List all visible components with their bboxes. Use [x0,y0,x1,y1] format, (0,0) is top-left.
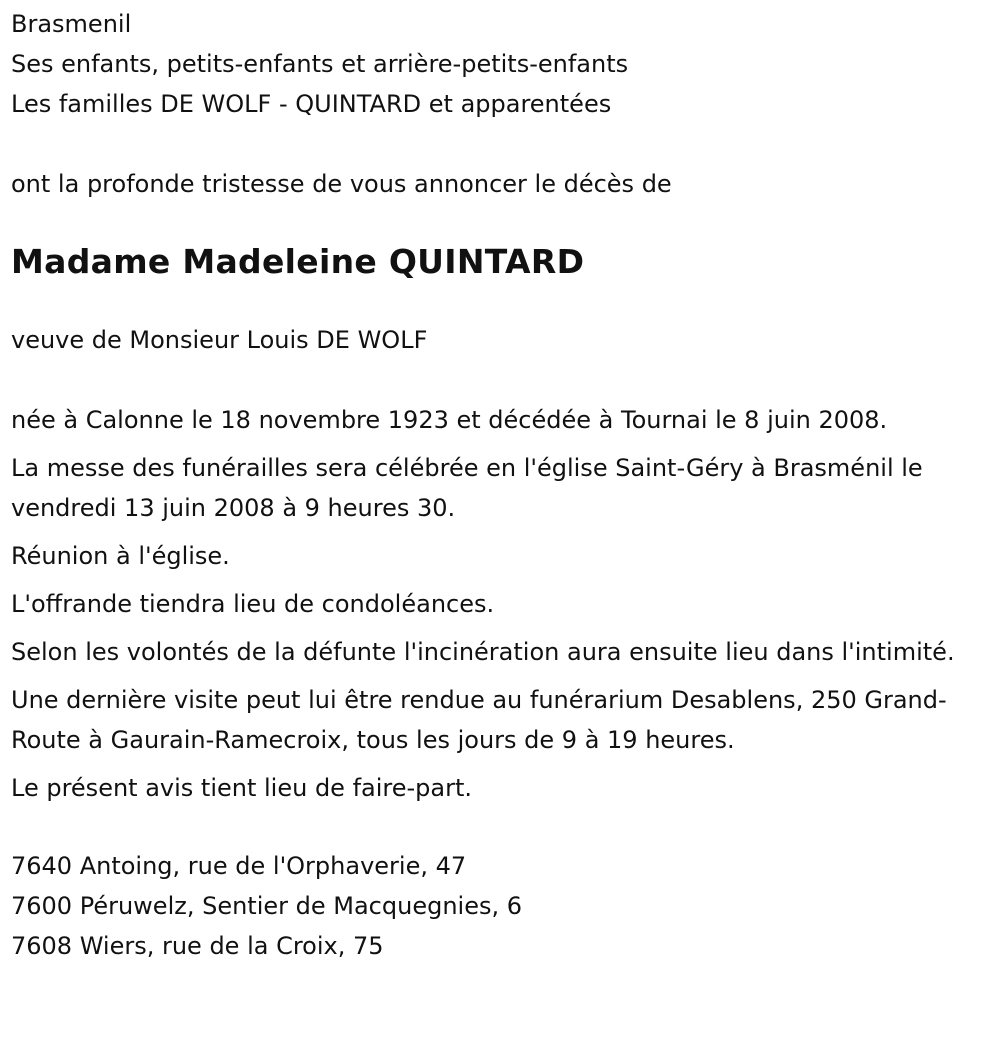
address-line: 7600 Péruwelz, Sentier de Macquegnies, 6 [11,892,522,920]
offering-paragraph: L'offrande tiendra lieu de condoléances. [11,590,495,618]
address-line: 7640 Antoing, rue de l'Orphaverie, 47 [11,852,467,880]
family-header [11,0,986,124]
addresses-block [11,846,986,966]
family-line: Les familles DE WOLF - QUINTARD et apparentées [11,90,612,118]
address-line: 7608 Wiers, rue de la Croix, 75 [11,932,384,960]
announcement-text: ont la profonde tristesse de vous annoncer le décès de [11,170,672,198]
cremation-paragraph: Selon les volontés de la défunte l'incinération aura ensuite lieu dans l'intimité. [11,638,955,666]
deceased-name: Madame Madeleine QUINTARD [11,242,585,281]
birth-death-paragraph: née à Calonne le 18 novembre 1923 et décédée à Tournai le 8 juin 2008. [11,406,888,434]
visit-paragraph: Une dernière visite peut lui être rendue au funérarium Desablens, 250 Grand-Route à Gaurain-Ramecroix, tous les jours de 9 à 19 heures. [11,686,947,754]
meeting-paragraph: Réunion à l'église. [11,542,230,570]
widow-of-line: veuve de Monsieur Louis DE WOLF [11,326,428,354]
mass-paragraph: La messe des funérailles sera célébrée en l'église Saint-Géry à Brasménil le vendredi 13 juin 2008 à 9 heures 30. [11,454,923,522]
notice-paragraph: Le présent avis tient lieu de faire-part. [11,774,473,802]
obituary-notice [11,0,986,966]
family-line: Ses enfants, petits-enfants et arrière-petits-enfants [11,50,629,78]
details-block [11,400,986,808]
place-line: Brasmenil [11,10,132,38]
